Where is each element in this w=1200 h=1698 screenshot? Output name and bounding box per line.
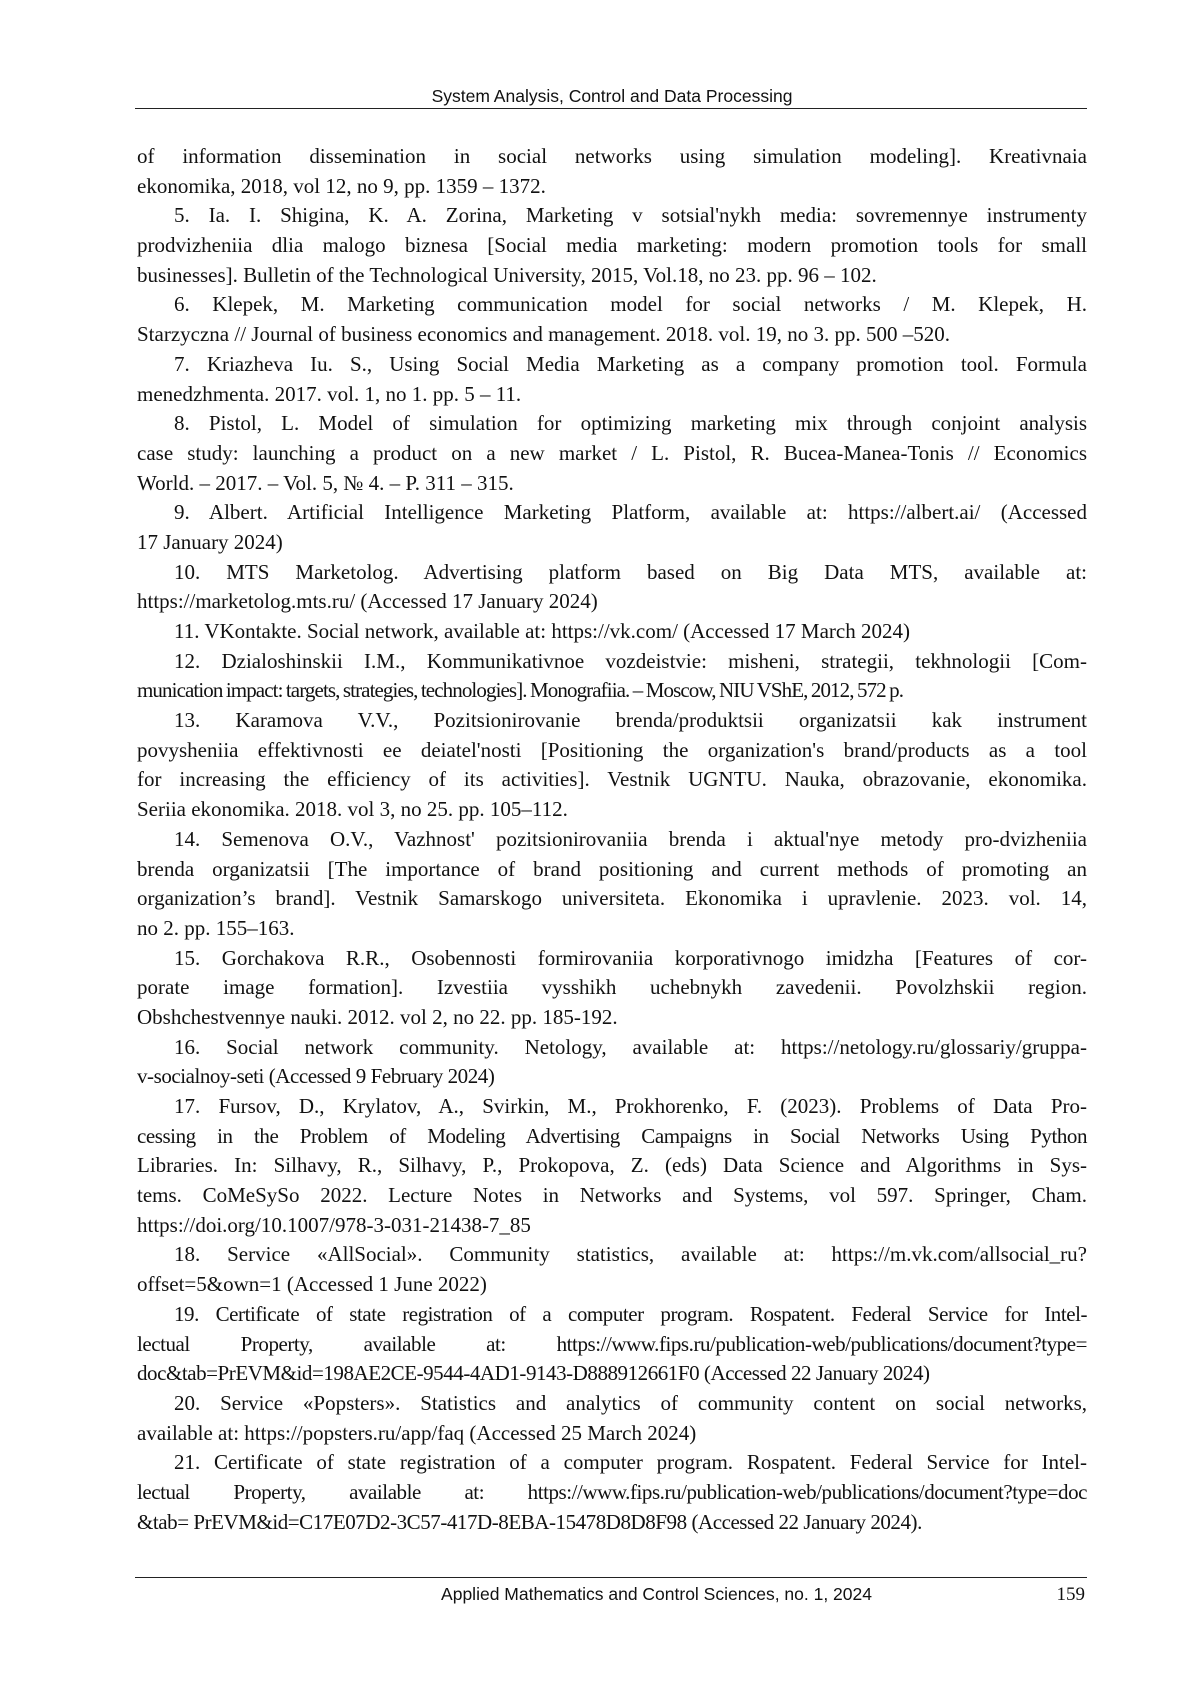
reference-line: porate image formation]. Izvestiia vysshikh uchebnykh zavedenii. Povolzhskii region. <box>137 973 1087 1003</box>
reference-item <box>137 1448 1087 1537</box>
reference-line: lectual Property, available at: https://www.fips.ru/publication-web/publications/document?type=doc <box>137 1478 1087 1508</box>
reference-line: doc&tab=PrEVM&id=198AE2CE-9544-4AD1-9143-D888912661F0 (Accessed 22 January 2024) <box>137 1359 1087 1389</box>
reference-item <box>137 1300 1087 1389</box>
reference-line: Libraries. In: Silhavy, R., Silhavy, P., Prokopova, Z. (eds) Data Science and Algorithms in Sys- <box>137 1151 1087 1181</box>
reference-item <box>137 617 1087 647</box>
reference-item <box>137 1092 1087 1240</box>
reference-item <box>137 1033 1087 1092</box>
reference-item <box>137 201 1087 290</box>
reference-item <box>137 706 1087 825</box>
reference-line: 17 January 2024) <box>137 528 1087 558</box>
reference-line: cessing in the Problem of Modeling Advertising Campaigns in Social Networks Using Python <box>137 1122 1087 1152</box>
reference-item <box>137 142 1087 201</box>
reference-line: of information dissemination in social networks using simulation modeling]. Kreativnaia <box>137 142 1087 172</box>
reference-line: organization’s brand]. Vestnik Samarskogo universiteta. Ekonomika i upravlenie. 2023. vol. 14, <box>137 884 1087 914</box>
reference-line: 5. Ia. I. Shigina, K. A. Zorina, Marketing v sotsial'nykh media: sovremennye instrumenty <box>137 201 1087 231</box>
reference-item <box>137 1240 1087 1299</box>
reference-line: 16. Social network community. Netology, available at: https://netology.ru/glossariy/gruppa- <box>137 1033 1087 1063</box>
reference-line: 9. Albert. Artificial Intelligence Marketing Platform, available at: https://albert.ai/ (Accessed <box>137 498 1087 528</box>
reference-line: Obshchestvennye nauki. 2012. vol 2, no 22. pp. 185-192. <box>137 1003 1087 1033</box>
reference-line: 19. Certificate of state registration of a computer program. Rospatent. Federal Service for Intel- <box>137 1300 1087 1330</box>
reference-line: 15. Gorchakova R.R., Osobennosti formirovaniia korporativnogo imidzha [Features of cor- <box>137 944 1087 974</box>
reference-line: tems. CoMeSySo 2022. Lecture Notes in Networks and Systems, vol 597. Springer, Cham. <box>137 1181 1087 1211</box>
reference-line: Starzyczna // Journal of business economics and management. 2018. vol. 19, no 3. pp. 500 –520. <box>137 320 1087 350</box>
reference-line: v-socialnoy-seti (Accessed 9 February 2024) <box>137 1062 1087 1092</box>
reference-line: 12. Dzialoshinskii I.M., Kommunikativnoe vozdeistvie: misheni, strategii, tekhnologii [Com- <box>137 647 1087 677</box>
reference-item <box>137 558 1087 617</box>
reference-line: 6. Klepek, M. Marketing communication model for social networks / M. Klepek, H. <box>137 290 1087 320</box>
reference-item <box>137 1389 1087 1448</box>
reference-item <box>137 498 1087 557</box>
reference-line: 17. Fursov, D., Krylatov, A., Svirkin, M., Prokhorenko, F. (2023). Problems of Data Pro- <box>137 1092 1087 1122</box>
journal-name: Applied Mathematics and Control Sciences, no. 1, 2024 <box>137 1584 872 1605</box>
reference-line: 13. Karamova V.V., Pozitsionirovanie brenda/produktsii organizatsii kak instrument <box>137 706 1087 736</box>
reference-line: businesses]. Bulletin of the Technological University, 2015, Vol.18, no 23. pp. 96 – 102. <box>137 261 1087 291</box>
reference-line: menedzhmenta. 2017. vol. 1, no 1. pp. 5 – 11. <box>137 380 1087 410</box>
reference-line: no 2. pp. 155–163. <box>137 914 1087 944</box>
reference-line: Seriia ekonomika. 2018. vol 3, no 25. pp. 105–112. <box>137 795 1087 825</box>
reference-item <box>137 825 1087 944</box>
reference-line: 18. Service «AllSocial». Community statistics, available at: https://m.vk.com/allsocial_ru? <box>137 1240 1087 1270</box>
footer-rule <box>135 1577 1087 1578</box>
reference-item <box>137 350 1087 409</box>
reference-line: https://marketolog.mts.ru/ (Accessed 17 January 2024) <box>137 587 1087 617</box>
reference-line: 10. MTS Marketolog. Advertising platform based on Big Data MTS, available at: <box>137 558 1087 588</box>
reference-item <box>137 290 1087 349</box>
reference-line: povysheniia effektivnosti ee deiatel'nosti [Positioning the organization's brand/products as a tool <box>137 736 1087 766</box>
reference-item <box>137 944 1087 1033</box>
reference-line: 11. VKontakte. Social network, available at: https://vk.com/ (Accessed 17 March 2024) <box>137 617 1087 647</box>
reference-line: ekonomika, 2018, vol 12, no 9, pp. 1359 – 1372. <box>137 172 1087 202</box>
reference-line: 8. Pistol, L. Model of simulation for optimizing marketing mix through conjoint analysis <box>137 409 1087 439</box>
reference-line: 20. Service «Popsters». Statistics and analytics of community content on social networks, <box>137 1389 1087 1419</box>
reference-line: case study: launching a product on a new market / L. Pistol, R. Bucea-Manea-Tonis // Economics <box>137 439 1087 469</box>
reference-line: &tab= PrEVM&id=C17E07D2-3C57-417D-8EBA-15478D8D8F98 (Accessed 22 January 2024). <box>137 1508 1087 1538</box>
reference-line: prodvizheniia dlia malogo biznesa [Social media marketing: modern promotion tools for small <box>137 231 1087 261</box>
reference-line: available at: https://popsters.ru/app/faq (Accessed 25 March 2024) <box>137 1419 1087 1449</box>
reference-line: munication impact: targets, strategies, technologies]. Monografiia. – Moscow, NIU VShE, 2012, 572 p. <box>137 676 1087 706</box>
reference-line: 21. Certificate of state registration of a computer program. Rospatent. Federal Service for Intel- <box>137 1448 1087 1478</box>
reference-line: lectual Property, available at: https://www.fips.ru/publication-web/publications/document?type= <box>137 1330 1087 1360</box>
running-head: System Analysis, Control and Data Processing <box>137 86 1087 107</box>
reference-list <box>137 142 1087 1537</box>
reference-line: 7. Kriazheva Iu. S., Using Social Media Marketing as a company promotion tool. Formula <box>137 350 1087 380</box>
reference-line: https://doi.org/10.1007/978-3-031-21438-7_85 <box>137 1211 1087 1241</box>
reference-item <box>137 647 1087 706</box>
reference-line: World. – 2017. – Vol. 5, № 4. – P. 311 – 315. <box>137 469 1087 499</box>
reference-line: offset=5&own=1 (Accessed 1 June 2022) <box>137 1270 1087 1300</box>
reference-line: for increasing the efficiency of its activities]. Vestnik UGNTU. Nauka, obrazovanie, ekonomika. <box>137 765 1087 795</box>
reference-line: 14. Semenova O.V., Vazhnost' pozitsionirovaniia brenda i aktual'nye metody pro-dvizheniia <box>137 825 1087 855</box>
reference-item <box>137 409 1087 498</box>
reference-line: brenda organizatsii [The importance of brand positioning and current methods of promoting an <box>137 855 1087 885</box>
header-rule <box>135 108 1087 109</box>
page-number: 159 <box>1057 1584 1086 1606</box>
